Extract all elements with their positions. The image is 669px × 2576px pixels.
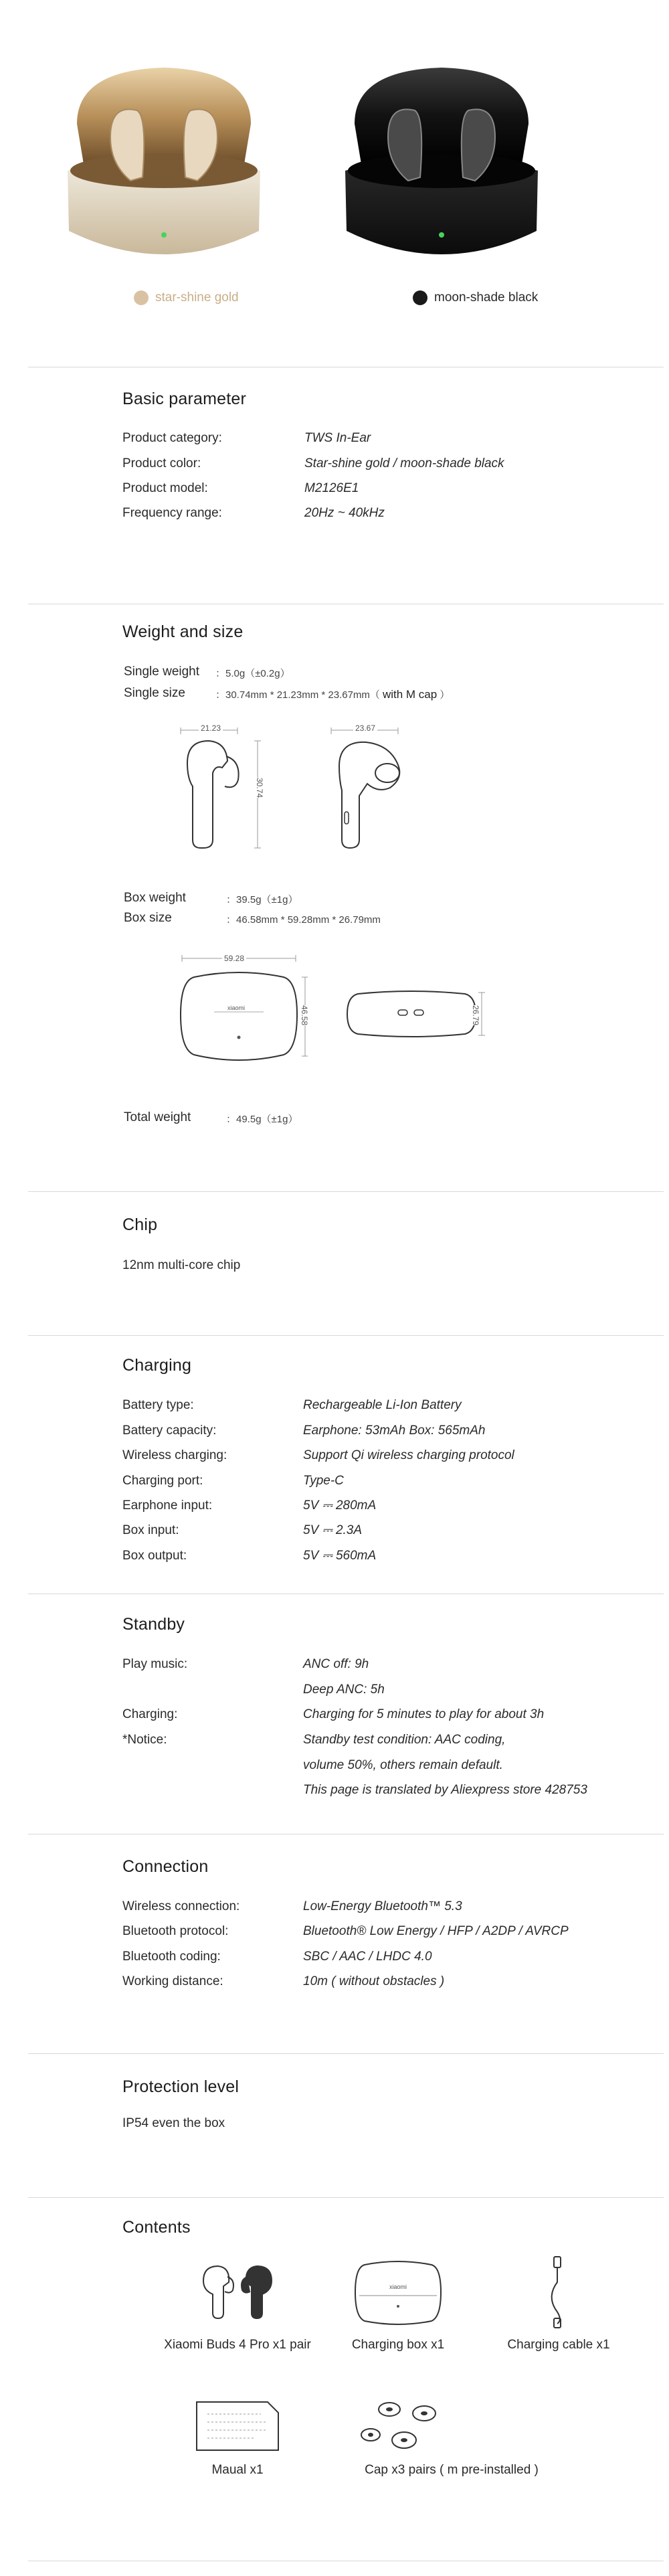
- box-side-drawing: [345, 987, 485, 1041]
- box-top-drawing: [174, 950, 308, 1078]
- charging-label-earphone-input: Earphone input:: [122, 1498, 213, 1513]
- charging-title: Charging: [122, 1356, 192, 1375]
- contents-item-cable: Charging cable x1: [507, 2338, 610, 2352]
- basic-label-model: Product model:: [122, 481, 208, 495]
- charging-value-wireless: Support Qi wireless charging protocol: [303, 1448, 514, 1462]
- charging-value-port: Type-C: [303, 1474, 344, 1488]
- connection-title: Connection: [122, 1857, 209, 1876]
- ear-caps-drawing: [355, 2396, 455, 2456]
- connection-label-protocol: Bluetooth protocol:: [122, 1924, 229, 1938]
- contents-item-manual: Maual x1: [211, 2463, 264, 2477]
- charging-value-box-output: 5V ⎓ 560mA: [303, 1549, 377, 1563]
- gold-swatch: [134, 290, 149, 305]
- connection-label-coding: Bluetooth coding:: [122, 1950, 221, 1964]
- basic-title: Basic parameter: [122, 390, 247, 408]
- basic-value-frequency: 20Hz ~ 40kHz: [304, 506, 385, 520]
- divider: [28, 2053, 664, 2054]
- dim-earbud-depth: 23.67: [353, 723, 377, 733]
- basic-label-category: Product category:: [122, 431, 222, 445]
- dim-box-width: 59.28: [222, 954, 246, 963]
- box-weight-value: ：39.5g（±1g）: [226, 894, 298, 906]
- manual-drawing: [194, 2399, 281, 2453]
- charging-label-type: Battery type:: [122, 1398, 194, 1412]
- charging-label-box-output: Box output:: [122, 1549, 187, 1563]
- divider: [28, 2197, 664, 2198]
- box-weight-label: Box weight: [124, 891, 186, 905]
- standby-label-notice: *Notice:: [122, 1733, 167, 1747]
- basic-value-color: Star-shine gold / moon-shade black: [304, 456, 504, 470]
- earbuds-pair-drawing: [194, 2261, 281, 2321]
- standby-label-play: Play music:: [122, 1657, 188, 1671]
- single-weight-label: Single weight: [124, 665, 200, 679]
- standby-value-notice-1: Standby test condition: AAC coding,: [303, 1733, 506, 1747]
- variant-black: [413, 289, 538, 307]
- chip-text: 12nm multi-core chip: [122, 1258, 241, 1272]
- earbud-side-drawing: [324, 726, 411, 853]
- connection-label-wireless: Wireless connection:: [122, 1899, 240, 1913]
- single-weight-value: ：5.0g（±0.2g）: [215, 668, 290, 679]
- connection-value-coding: SBC / AAC / LHDC 4.0: [303, 1950, 432, 1964]
- protection-title: Protection level: [122, 2077, 240, 2096]
- dim-earbud-width: 21.23: [199, 723, 223, 733]
- standby-value-play-2: Deep ANC: 5h: [303, 1683, 385, 1697]
- contents-item-box: Charging box x1: [351, 2338, 445, 2352]
- contents-item-buds: Xiaomi Buds 4 Pro x1 pair: [164, 2338, 311, 2352]
- chip-title: Chip: [122, 1215, 158, 1234]
- standby-title: Standby: [122, 1615, 185, 1634]
- charging-box-drawing: [351, 2255, 445, 2329]
- single-size-value: ：30.74mm * 21.23mm * 23.67mm（: [215, 689, 380, 701]
- charging-cable-drawing: [542, 2255, 575, 2329]
- basic-label-color: Product color:: [122, 456, 201, 470]
- charging-label-capacity: Battery capacity:: [122, 1424, 217, 1438]
- total-weight-label: Total weight: [124, 1110, 191, 1124]
- standby-label-charging: Charging:: [122, 1707, 178, 1721]
- standby-value-notice-2: volume 50%, others remain default.: [303, 1758, 503, 1772]
- black-case-image: [341, 64, 542, 271]
- variant-gold: [134, 289, 239, 307]
- charging-value-box-input: 5V ⎓ 2.3A: [303, 1523, 363, 1537]
- basic-value-category: TWS In-Ear: [304, 431, 371, 445]
- single-size-end: ）: [440, 689, 450, 701]
- connection-value-distance: 10m ( without obstacles ): [303, 1974, 445, 1988]
- basic-label-frequency: Frequency range:: [122, 506, 222, 520]
- weight-title: Weight and size: [122, 622, 244, 641]
- standby-value-charging: Charging for 5 minutes to play for about 3h: [303, 1707, 545, 1721]
- dim-box-depth: 46.58: [300, 1005, 310, 1026]
- charging-value-earphone-input: 5V ⎓ 280mA: [303, 1498, 377, 1513]
- basic-value-model: M2126E1: [304, 481, 359, 495]
- contents-item-caps: Cap x3 pairs ( m pre-installed ): [365, 2463, 539, 2477]
- standby-value-notice-3: This page is translated by Aliexpress store 428753: [303, 1783, 587, 1797]
- charging-value-capacity: Earphone: 53mAh Box: 565mAh: [303, 1424, 486, 1438]
- single-size-label: Single size: [124, 686, 185, 700]
- box-brand-label: xiaomi: [227, 1005, 246, 1011]
- dim-earbud-height: 30.74: [255, 777, 265, 798]
- variant-black-label: moon-shade black: [434, 290, 539, 305]
- variant-gold-label: star-shine gold: [155, 290, 239, 305]
- gold-case-image: [64, 64, 264, 271]
- divider: [28, 1335, 664, 1336]
- charging-value-type: Rechargeable Li-Ion Battery: [303, 1398, 462, 1412]
- box-size-value: ：46.58mm * 59.28mm * 26.79mm: [226, 914, 381, 926]
- single-size-cap: with M cap: [382, 688, 438, 701]
- protection-text: IP54 even the box: [122, 2116, 225, 2130]
- connection-label-distance: Working distance:: [122, 1974, 223, 1988]
- single-size-row: [215, 687, 450, 701]
- standby-value-play-1: ANC off: 9h: [303, 1657, 369, 1671]
- charging-label-wireless: Wireless charging:: [122, 1448, 227, 1462]
- black-swatch: [413, 290, 427, 305]
- contents-title: Contents: [122, 2218, 191, 2237]
- box-size-label: Box size: [124, 911, 172, 925]
- dim-box-height: 26.79: [471, 1005, 481, 1026]
- charging-label-box-input: Box input:: [122, 1523, 179, 1537]
- contents-box-brand: xiaomi: [389, 2284, 407, 2290]
- divider: [28, 1191, 664, 1192]
- connection-value-protocol: Bluetooth® Low Energy / HFP / A2DP / AVRCP: [303, 1924, 569, 1938]
- earbud-front-drawing: [174, 726, 268, 853]
- connection-value-wireless: Low-Energy Bluetooth™ 5.3: [303, 1899, 462, 1913]
- total-weight-value: ：49.5g（±1g）: [226, 1114, 298, 1125]
- charging-label-port: Charging port:: [122, 1474, 203, 1488]
